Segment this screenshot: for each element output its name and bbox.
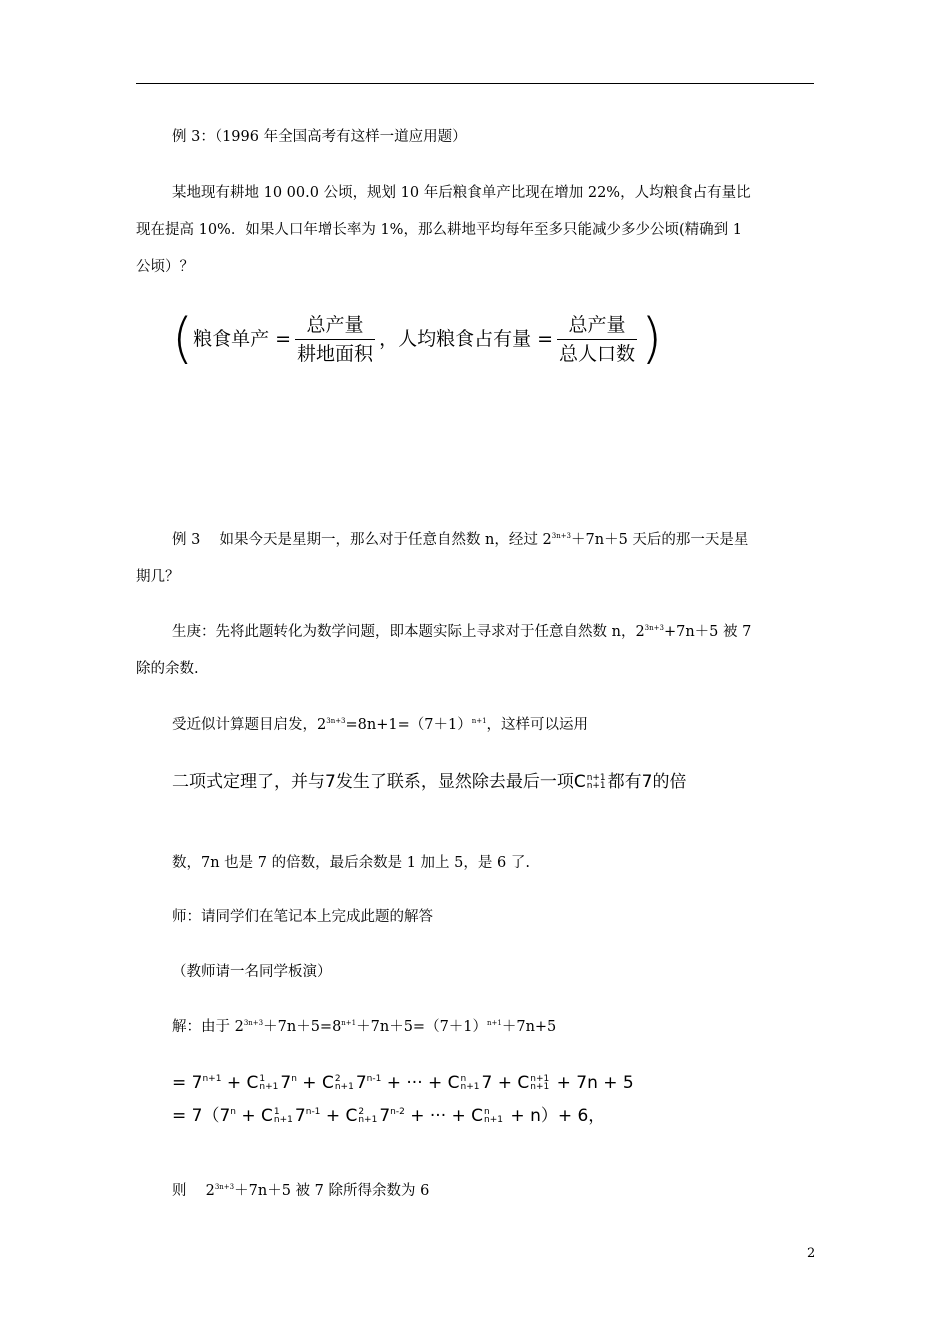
binom-bottom: n+1 (334, 1082, 354, 1092)
text-span: ＋7n＋5 被 7 除所得余数为 6 (234, 1183, 430, 1199)
example-3b-line-1 (172, 530, 748, 550)
yield-label: 粮食单产 = (193, 328, 292, 350)
text-span: 解：由于 2 (172, 1019, 244, 1035)
binomial-coefficient (461, 1075, 480, 1091)
inspiration-line (172, 715, 588, 735)
eq-text: + C (221, 1073, 259, 1093)
binomial-coefficient (259, 1075, 278, 1091)
exponent: 3n+3 (551, 532, 572, 540)
board-line: （教师请一名同学板演） (172, 964, 332, 980)
equation-line-2 (172, 1104, 605, 1128)
eq-text: 7 (280, 1073, 292, 1093)
eq-exponent: n+1 (202, 1074, 222, 1084)
binom-bottom: n+1 (586, 781, 606, 791)
eq-text: 7 + C (481, 1073, 530, 1093)
text-span: +7n＋5 被 7 (663, 624, 752, 640)
equation-line-1 (172, 1071, 634, 1095)
problem-line-3: 公顷）？ (136, 259, 194, 275)
binom-bottom: n+1 (460, 1082, 480, 1092)
formula-separator: ， (379, 328, 399, 350)
eq-text: + 7n + 5 (551, 1073, 634, 1093)
yield-denominator: 耕地面积 (297, 342, 374, 365)
per-capita-denominator: 总人口数 (559, 342, 636, 365)
text-span: ＋7n+5 (501, 1019, 557, 1035)
eq-text: = 7（7 (172, 1106, 231, 1126)
eq-text: = 7 (172, 1073, 203, 1093)
multiple-line: 数，7n 也是 7 的倍数，最后余数是 1 加上 5，是 6 了. (172, 855, 530, 871)
header-rule (136, 83, 814, 84)
eq-text: + C (296, 1073, 334, 1093)
binom-bottom: n+1 (358, 1115, 378, 1125)
binom-top: 2 (334, 1074, 341, 1084)
yield-fraction (295, 313, 375, 366)
eq-text: 7 (294, 1106, 306, 1126)
yield-numerator: 总产量 (295, 313, 375, 340)
binomial-coefficient (587, 774, 606, 790)
solution-line (172, 1017, 556, 1037)
eq-text: + n）+ 6， (505, 1106, 606, 1126)
eq-text: 7 (355, 1073, 367, 1093)
problem-line-1: 某地现有耕地 10 00.0 公顷，规划 10 年后粮食单产比现在增加 22%，人均粮食占有量比 (172, 185, 751, 201)
left-paren: ( (172, 307, 194, 370)
eq-text: + C (320, 1106, 358, 1126)
right-paren: ) (641, 307, 663, 370)
exponent: n+1 (471, 717, 487, 725)
text-span: 受近似计算题目启发，2 (172, 717, 327, 733)
binomial-coefficient (358, 1108, 377, 1124)
exponent: 3n+3 (644, 624, 664, 632)
text-span: 生庚：先将此题转化为数学问题，即本题实际上寻求对于任意自然数 n，2 (172, 624, 645, 640)
eq-text: + C (236, 1106, 273, 1126)
exponent: 3n+3 (243, 1019, 264, 1027)
binom-top: n+1 (586, 773, 606, 783)
binom-bottom: n+1 (273, 1115, 293, 1125)
eq-exponent: n-1 (305, 1107, 321, 1117)
binom-bottom: n+1 (484, 1115, 504, 1125)
example-3-header: 例 3：（1996 年全国高考有这样一道应用题） (172, 129, 467, 145)
text-span: 二项式定理了，并与7发生了联系，显然除去最后一项C (172, 772, 586, 792)
eq-text: 7 (379, 1106, 391, 1126)
teacher-line: 师：请同学们在笔记本上完成此题的解答 (172, 909, 433, 925)
example-3b-line-2: 期几？ (136, 569, 180, 585)
binomial-coefficient (335, 1075, 354, 1091)
exponent: n+1 (487, 1019, 502, 1027)
exponent: 3n+3 (326, 717, 346, 725)
text-span: ，这样可以运用 (486, 717, 589, 733)
binom-top: 2 (358, 1107, 365, 1117)
text-span: 都有7的倍 (607, 772, 687, 792)
eq-exponent: n-1 (366, 1074, 382, 1084)
text-span: =8n+1=（7＋1） (345, 717, 472, 733)
text-span: ＋7n＋5=（7＋1） (356, 1019, 488, 1035)
binom-bottom: n+1 (530, 1082, 550, 1092)
binom-top: 1 (273, 1107, 280, 1117)
binom-top: 1 (259, 1074, 266, 1084)
binom-top: n (484, 1107, 490, 1117)
binomial-line (172, 770, 687, 794)
text-span: ＋7n＋5 天后的那一天是星 (571, 532, 749, 548)
binomial-coefficient (274, 1108, 293, 1124)
exponent: 3n+3 (214, 1183, 235, 1191)
eq-exponent: n (230, 1107, 236, 1117)
conclusion-line (172, 1181, 429, 1201)
per-capita-label: 人均粮食占有量 = (398, 328, 554, 350)
binomial-coefficient (530, 1075, 549, 1091)
eq-exponent: n (291, 1074, 297, 1084)
text-span: ＋7n＋5=8 (263, 1019, 342, 1035)
binomial-coefficient (484, 1108, 503, 1124)
text-span: 例 3 如果今天是星期一，那么对于任意自然数 n，经过 2 (172, 532, 552, 548)
student-line-1 (172, 622, 751, 642)
problem-line-2: 现在提高 10%．如果人口年增长率为 1%，那么耕地平均每年至多只能减少多少公顷(精确到 1 (136, 222, 742, 238)
eq-text: + ··· + C (381, 1073, 460, 1093)
eq-text: + ··· + C (404, 1106, 484, 1126)
definition-formula (172, 309, 662, 369)
eq-exponent: n-2 (390, 1107, 405, 1117)
per-capita-fraction (557, 313, 637, 366)
per-capita-numerator: 总产量 (557, 313, 637, 340)
binom-top: n+1 (530, 1074, 550, 1084)
binom-bottom: n+1 (259, 1082, 279, 1092)
binom-top: n (460, 1074, 467, 1084)
page-number: 2 (807, 1246, 816, 1261)
text-span: 则 2 (172, 1183, 215, 1199)
exponent: n+1 (341, 1019, 357, 1027)
student-line-2: 除的余数. (136, 661, 199, 677)
